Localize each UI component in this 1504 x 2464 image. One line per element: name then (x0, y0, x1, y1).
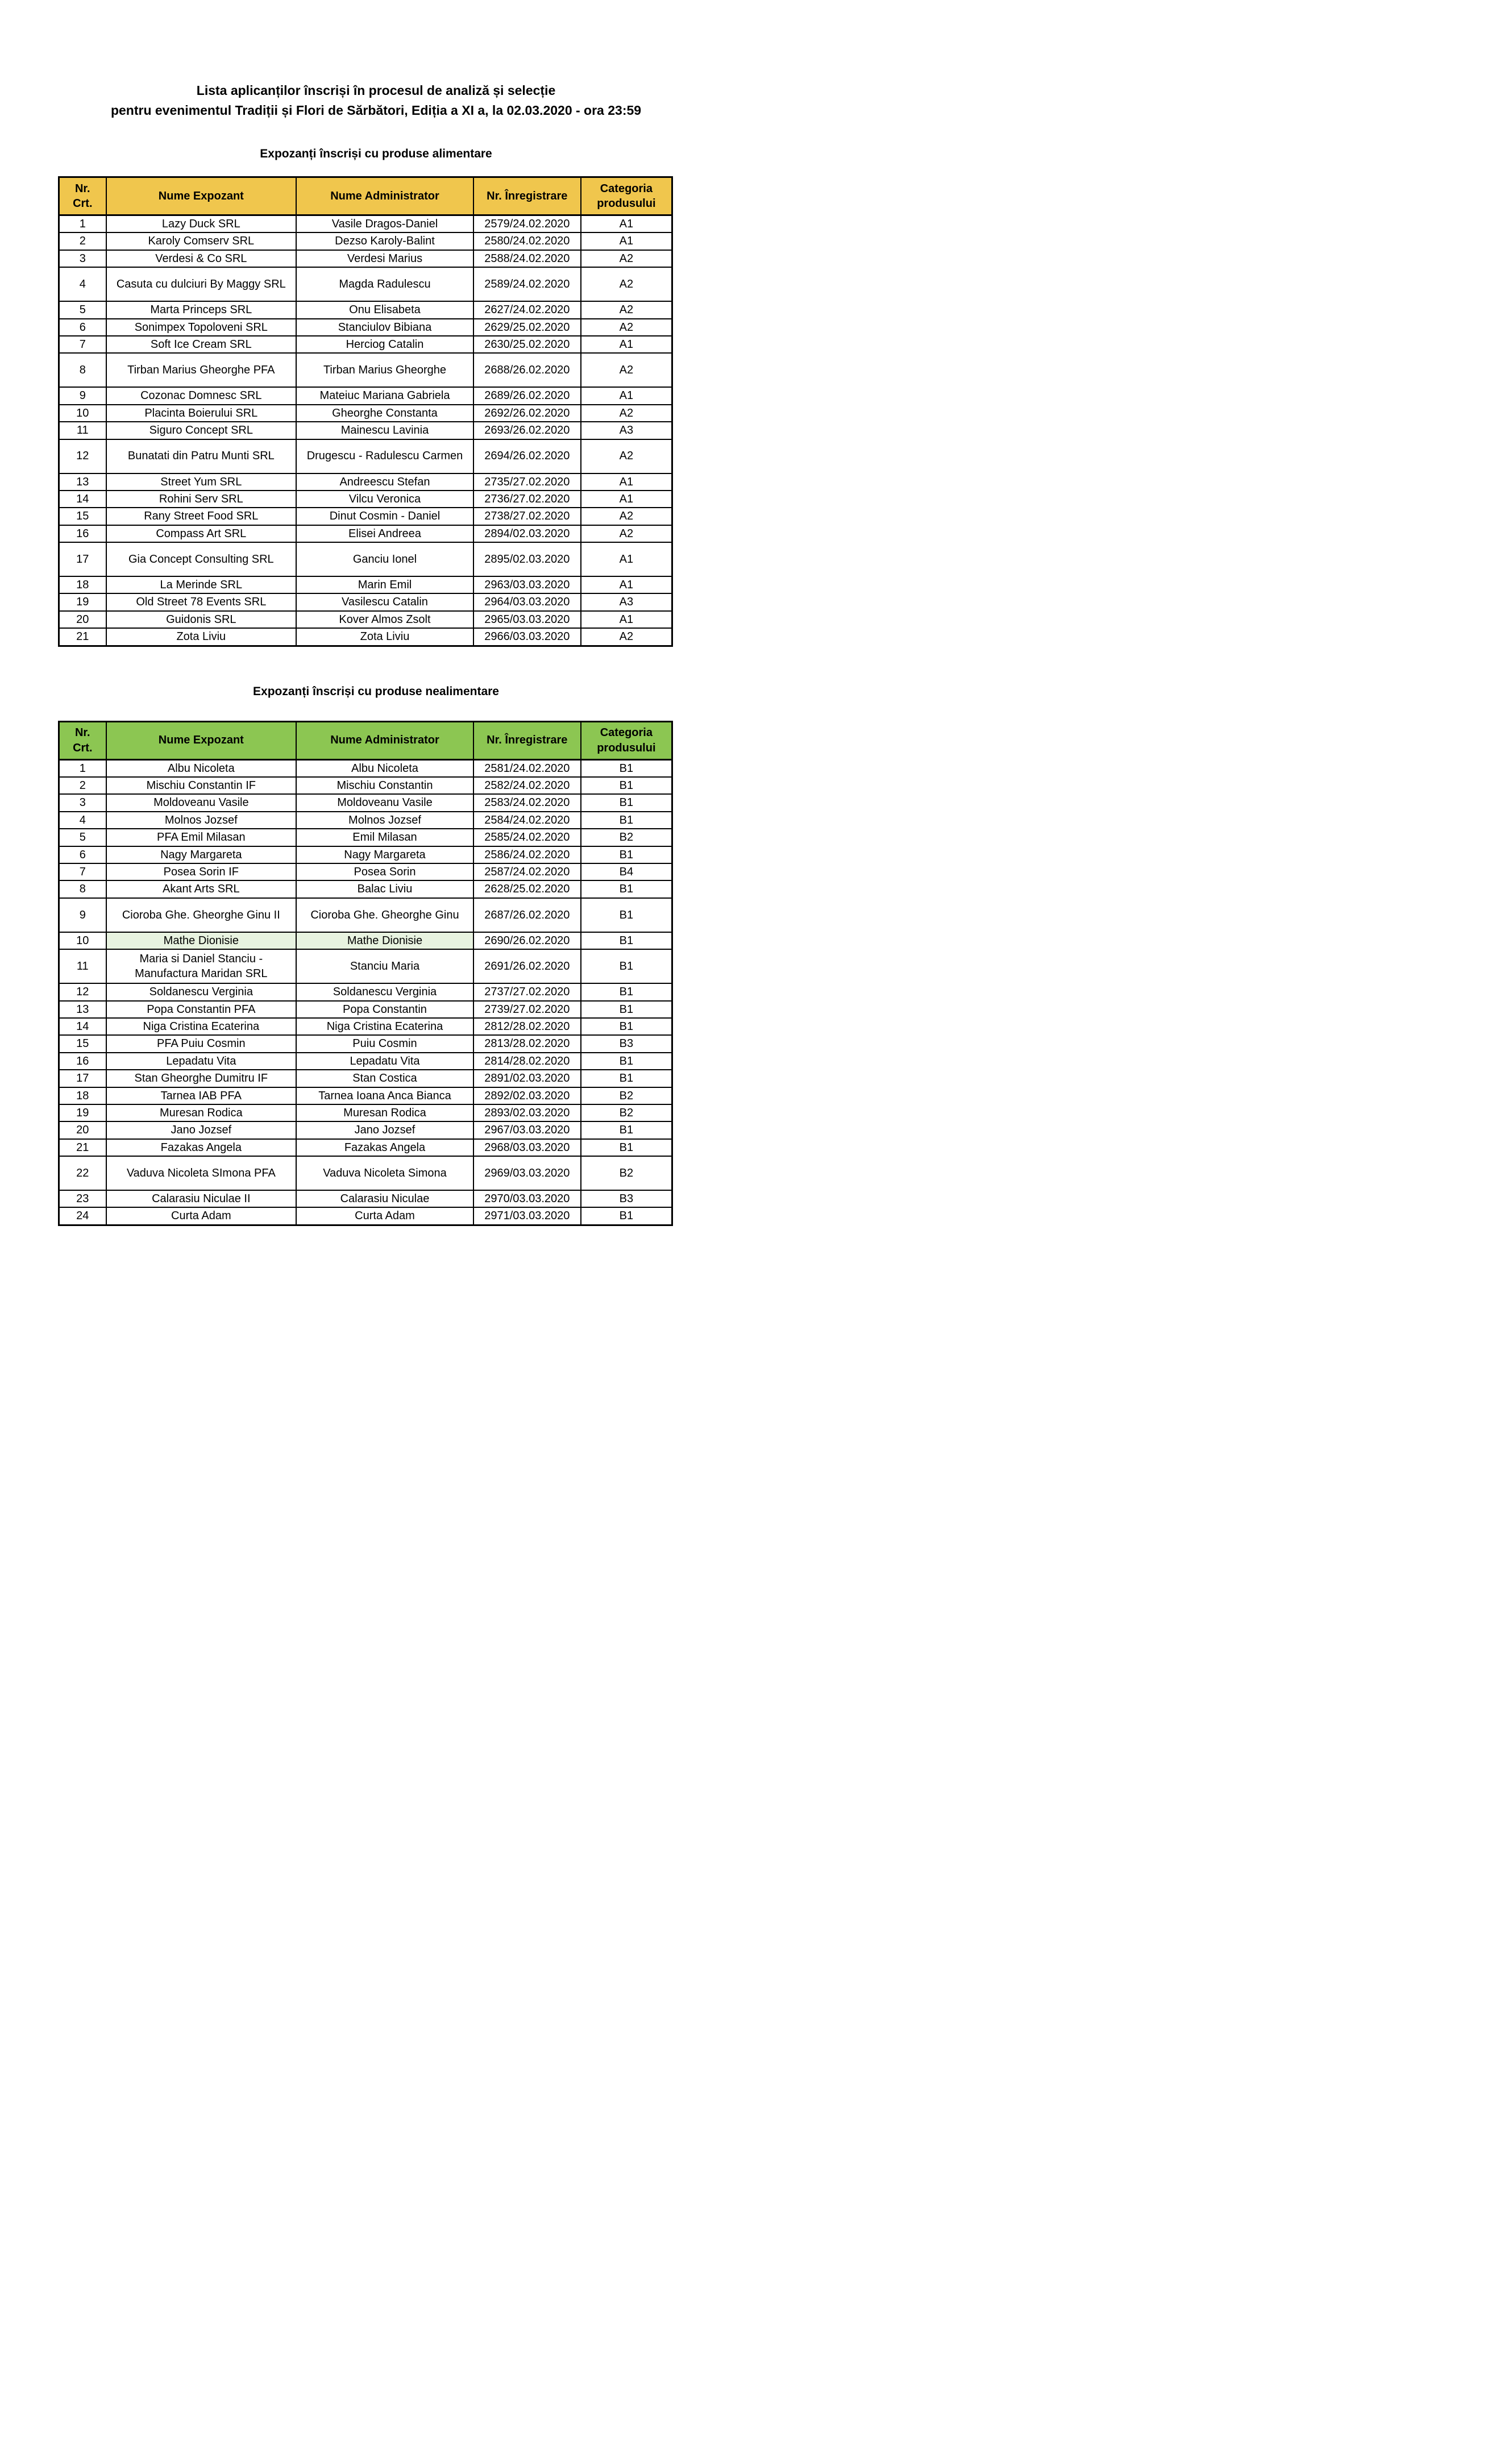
cell-inregistrare: 2579/24.02.2020 (473, 215, 581, 233)
table-row (59, 525, 672, 542)
cell-nr: 17 (59, 1070, 106, 1087)
cell-categoria: A1 (581, 387, 672, 404)
cell-categoria: B1 (581, 898, 672, 932)
table-row (59, 898, 672, 932)
cell-nr: 1 (59, 759, 106, 777)
cell-administrator: Fazakas Angela (296, 1139, 473, 1156)
cell-administrator: Curta Adam (296, 1207, 473, 1225)
table-row (59, 1121, 672, 1138)
cell-nr: 5 (59, 829, 106, 846)
cell-categoria: B1 (581, 794, 672, 811)
cell-administrator: Soldanescu Verginia (296, 983, 473, 1000)
cell-expozant: Calarasiu Niculae II (106, 1190, 296, 1207)
col-header-categoria: Categoria produsului (581, 177, 672, 215)
cell-administrator: Marin Emil (296, 576, 473, 593)
cell-administrator: Molnos Jozsef (296, 812, 473, 829)
cell-nr: 10 (59, 405, 106, 422)
cell-categoria: A2 (581, 319, 672, 336)
title-line-2: pentru evenimentul Tradiții și Flori de Sărbători, Ediția a XI a, la 02.03.2020 - ora 23:59 (110, 103, 642, 118)
cell-inregistrare: 2582/24.02.2020 (473, 777, 581, 794)
table-row (59, 215, 672, 233)
cell-expozant: Rany Street Food SRL (106, 508, 296, 525)
table-row (59, 880, 672, 897)
cell-expozant: Gia Concept Consulting SRL (106, 542, 296, 576)
cell-expozant: Casuta cu dulciuri By Maggy SRL (106, 267, 296, 301)
cell-inregistrare: 2580/24.02.2020 (473, 232, 581, 250)
col-header-nr: Nr. Crt. (59, 177, 106, 215)
cell-inregistrare: 2583/24.02.2020 (473, 794, 581, 811)
table-row (59, 405, 672, 422)
section-nonfood (0, 683, 752, 1226)
cell-nr: 9 (59, 898, 106, 932)
cell-expozant: Niga Cristina Ecaterina (106, 1018, 296, 1035)
table-row (59, 422, 672, 439)
table-row (59, 232, 672, 250)
cell-nr: 20 (59, 1121, 106, 1138)
cell-categoria: A3 (581, 422, 672, 439)
cell-inregistrare: 2587/24.02.2020 (473, 863, 581, 880)
cell-categoria: A1 (581, 473, 672, 491)
cell-administrator: Vaduva Nicoleta Simona (296, 1156, 473, 1190)
cell-categoria: B2 (581, 1104, 672, 1121)
cell-inregistrare: 2738/27.02.2020 (473, 508, 581, 525)
applicants-table-nonfood (58, 721, 673, 1226)
table-row (59, 932, 672, 949)
table-row (59, 829, 672, 846)
cell-expozant: PFA Puiu Cosmin (106, 1035, 296, 1052)
cell-categoria: A1 (581, 336, 672, 353)
table-row (59, 983, 672, 1000)
cell-administrator: Mateiuc Mariana Gabriela (296, 387, 473, 404)
cell-administrator: Lepadatu Vita (296, 1053, 473, 1070)
cell-categoria: A1 (581, 232, 672, 250)
col-header-categoria: Categoria produsului (581, 721, 672, 759)
cell-administrator: Popa Constantin (296, 1001, 473, 1018)
cell-expozant: Stan Gheorghe Dumitru IF (106, 1070, 296, 1087)
cell-nr: 14 (59, 491, 106, 508)
table-row (59, 439, 672, 473)
cell-expozant: Soft Ice Cream SRL (106, 336, 296, 353)
cell-administrator: Emil Milasan (296, 829, 473, 846)
cell-categoria: B2 (581, 1156, 672, 1190)
document-page (0, 0, 752, 1277)
table-row (59, 336, 672, 353)
table-row (59, 812, 672, 829)
cell-nr: 8 (59, 880, 106, 897)
cell-inregistrare: 2895/02.03.2020 (473, 542, 581, 576)
table-row (59, 949, 672, 983)
cell-nr: 11 (59, 422, 106, 439)
cell-administrator: Onu Elisabeta (296, 301, 473, 318)
cell-nr: 21 (59, 628, 106, 646)
table-row (59, 777, 672, 794)
cell-categoria: A1 (581, 491, 672, 508)
cell-expozant: Nagy Margareta (106, 846, 296, 863)
cell-categoria: B1 (581, 1121, 672, 1138)
cell-categoria: B1 (581, 1001, 672, 1018)
cell-inregistrare: 2581/24.02.2020 (473, 759, 581, 777)
cell-nr: 10 (59, 932, 106, 949)
cell-inregistrare: 2628/25.02.2020 (473, 880, 581, 897)
cell-administrator: Tarnea Ioana Anca Bianca (296, 1087, 473, 1104)
cell-administrator: Posea Sorin (296, 863, 473, 880)
cell-categoria: A1 (581, 576, 672, 593)
cell-administrator: Dezso Karoly-Balint (296, 232, 473, 250)
cell-inregistrare: 2966/03.03.2020 (473, 628, 581, 646)
cell-nr: 17 (59, 542, 106, 576)
cell-inregistrare: 2687/26.02.2020 (473, 898, 581, 932)
cell-expozant: Maria si Daniel Stanciu - Manufactura Maridan SRL (106, 949, 296, 983)
cell-inregistrare: 2814/28.02.2020 (473, 1053, 581, 1070)
cell-nr: 3 (59, 794, 106, 811)
cell-administrator: Ganciu Ionel (296, 542, 473, 576)
cell-expozant: Fazakas Angela (106, 1139, 296, 1156)
cell-administrator: Andreescu Stefan (296, 473, 473, 491)
cell-administrator: Muresan Rodica (296, 1104, 473, 1121)
cell-expozant: Verdesi & Co SRL (106, 250, 296, 267)
cell-inregistrare: 2892/02.03.2020 (473, 1087, 581, 1104)
col-header-expozant: Nume Expozant (106, 177, 296, 215)
table-row (59, 1018, 672, 1035)
cell-nr: 22 (59, 1156, 106, 1190)
table-row (59, 846, 672, 863)
col-header-expozant: Nume Expozant (106, 721, 296, 759)
col-header-administrator: Nume Administrator (296, 721, 473, 759)
cell-nr: 7 (59, 336, 106, 353)
cell-nr: 4 (59, 812, 106, 829)
cell-nr: 20 (59, 611, 106, 628)
cell-expozant: Marta Princeps SRL (106, 301, 296, 318)
cell-administrator: Stan Costica (296, 1070, 473, 1087)
table-row (59, 542, 672, 576)
cell-expozant: Lazy Duck SRL (106, 215, 296, 233)
cell-categoria: B1 (581, 949, 672, 983)
cell-categoria: B1 (581, 880, 672, 897)
cell-inregistrare: 2967/03.03.2020 (473, 1121, 581, 1138)
cell-expozant: Bunatati din Patru Munti SRL (106, 439, 296, 473)
cell-categoria: B3 (581, 1190, 672, 1207)
cell-categoria: A2 (581, 267, 672, 301)
cell-expozant: Compass Art SRL (106, 525, 296, 542)
cell-categoria: B2 (581, 1087, 672, 1104)
cell-administrator: Cioroba Ghe. Gheorghe Ginu (296, 898, 473, 932)
cell-inregistrare: 2689/26.02.2020 (473, 387, 581, 404)
cell-administrator: Gheorghe Constanta (296, 405, 473, 422)
cell-categoria: B1 (581, 1053, 672, 1070)
table-row (59, 319, 672, 336)
cell-expozant: Curta Adam (106, 1207, 296, 1225)
cell-expozant: Rohini Serv SRL (106, 491, 296, 508)
cell-nr: 24 (59, 1207, 106, 1225)
cell-expozant: Siguro Concept SRL (106, 422, 296, 439)
col-header-nr: Nr. Crt. (59, 721, 106, 759)
cell-nr: 19 (59, 1104, 106, 1121)
cell-expozant: Tirban Marius Gheorghe PFA (106, 353, 296, 387)
section-food (0, 146, 752, 647)
cell-inregistrare: 2736/27.02.2020 (473, 491, 581, 508)
cell-expozant: Posea Sorin IF (106, 863, 296, 880)
cell-expozant: Popa Constantin PFA (106, 1001, 296, 1018)
cell-nr: 18 (59, 576, 106, 593)
table-row (59, 1035, 672, 1052)
cell-expozant: Sonimpex Topoloveni SRL (106, 319, 296, 336)
table-row (59, 491, 672, 508)
cell-inregistrare: 2894/02.03.2020 (473, 525, 581, 542)
cell-expozant: PFA Emil Milasan (106, 829, 296, 846)
table-row (59, 267, 672, 301)
cell-expozant: Karoly Comserv SRL (106, 232, 296, 250)
cell-inregistrare: 2969/03.03.2020 (473, 1156, 581, 1190)
cell-expozant: Molnos Jozsef (106, 812, 296, 829)
cell-expozant: Lepadatu Vita (106, 1053, 296, 1070)
cell-administrator: Kover Almos Zsolt (296, 611, 473, 628)
cell-inregistrare: 2813/28.02.2020 (473, 1035, 581, 1052)
cell-nr: 2 (59, 777, 106, 794)
table-row (59, 863, 672, 880)
table-row (59, 1104, 672, 1121)
table-row (59, 611, 672, 628)
cell-categoria: B1 (581, 777, 672, 794)
col-header-inregistrare: Nr. Înregistrare (473, 721, 581, 759)
cell-inregistrare: 2971/03.03.2020 (473, 1207, 581, 1225)
cell-inregistrare: 2692/26.02.2020 (473, 405, 581, 422)
cell-categoria: B2 (581, 829, 672, 846)
cell-nr: 9 (59, 387, 106, 404)
applicants-table-food (58, 176, 673, 647)
cell-inregistrare: 2737/27.02.2020 (473, 983, 581, 1000)
sections-container (0, 146, 752, 1226)
cell-administrator: Zota Liviu (296, 628, 473, 646)
cell-categoria: A1 (581, 215, 672, 233)
cell-expozant: Cioroba Ghe. Gheorghe Ginu II (106, 898, 296, 932)
table-row (59, 387, 672, 404)
cell-nr: 11 (59, 949, 106, 983)
table-row (59, 1001, 672, 1018)
cell-nr: 23 (59, 1190, 106, 1207)
cell-expozant: Mathe Dionisie (106, 932, 296, 949)
cell-categoria: A2 (581, 301, 672, 318)
cell-expozant: Moldoveanu Vasile (106, 794, 296, 811)
cell-categoria: B1 (581, 1018, 672, 1035)
cell-expozant: Albu Nicoleta (106, 759, 296, 777)
cell-categoria: A1 (581, 611, 672, 628)
col-header-administrator: Nume Administrator (296, 177, 473, 215)
cell-expozant: Jano Jozsef (106, 1121, 296, 1138)
cell-inregistrare: 2965/03.03.2020 (473, 611, 581, 628)
table-row (59, 759, 672, 777)
cell-administrator: Jano Jozsef (296, 1121, 473, 1138)
col-header-inregistrare: Nr. Înregistrare (473, 177, 581, 215)
cell-categoria: B1 (581, 1070, 672, 1087)
cell-inregistrare: 2735/27.02.2020 (473, 473, 581, 491)
cell-inregistrare: 2690/26.02.2020 (473, 932, 581, 949)
cell-administrator: Stanciu Maria (296, 949, 473, 983)
cell-administrator: Nagy Margareta (296, 846, 473, 863)
cell-administrator: Drugescu - Radulescu Carmen (296, 439, 473, 473)
cell-inregistrare: 2891/02.03.2020 (473, 1070, 581, 1087)
cell-nr: 15 (59, 1035, 106, 1052)
cell-inregistrare: 2970/03.03.2020 (473, 1190, 581, 1207)
cell-nr: 1 (59, 215, 106, 233)
cell-nr: 12 (59, 439, 106, 473)
cell-administrator: Moldoveanu Vasile (296, 794, 473, 811)
cell-nr: 7 (59, 863, 106, 880)
cell-inregistrare: 2588/24.02.2020 (473, 250, 581, 267)
cell-categoria: B1 (581, 932, 672, 949)
cell-inregistrare: 2694/26.02.2020 (473, 439, 581, 473)
cell-administrator: Calarasiu Niculae (296, 1190, 473, 1207)
cell-expozant: Old Street 78 Events SRL (106, 593, 296, 610)
cell-expozant: Zota Liviu (106, 628, 296, 646)
cell-administrator: Albu Nicoleta (296, 759, 473, 777)
cell-inregistrare: 2630/25.02.2020 (473, 336, 581, 353)
title-line-1: Lista aplicanților înscriși în procesul de analiză și selecție (196, 83, 556, 98)
cell-nr: 16 (59, 525, 106, 542)
cell-categoria: B1 (581, 812, 672, 829)
cell-categoria: B4 (581, 863, 672, 880)
table-row (59, 250, 672, 267)
section-heading-nonfood: Expozanți înscriși cu produse nealimentare (253, 684, 499, 698)
table-row (59, 508, 672, 525)
cell-inregistrare: 2893/02.03.2020 (473, 1104, 581, 1121)
cell-inregistrare: 2739/27.02.2020 (473, 1001, 581, 1018)
cell-expozant: Akant Arts SRL (106, 880, 296, 897)
cell-expozant: Soldanescu Verginia (106, 983, 296, 1000)
cell-categoria: B1 (581, 1139, 672, 1156)
cell-nr: 19 (59, 593, 106, 610)
cell-inregistrare: 2627/24.02.2020 (473, 301, 581, 318)
cell-expozant: Street Yum SRL (106, 473, 296, 491)
cell-inregistrare: 2968/03.03.2020 (473, 1139, 581, 1156)
cell-administrator: Verdesi Marius (296, 250, 473, 267)
cell-administrator: Stanciulov Bibiana (296, 319, 473, 336)
cell-administrator: Balac Liviu (296, 880, 473, 897)
cell-categoria: B1 (581, 983, 672, 1000)
cell-expozant: Guidonis SRL (106, 611, 296, 628)
cell-nr: 5 (59, 301, 106, 318)
cell-administrator: Dinut Cosmin - Daniel (296, 508, 473, 525)
cell-categoria: A1 (581, 542, 672, 576)
cell-administrator: Elisei Andreea (296, 525, 473, 542)
header-row (59, 721, 672, 759)
cell-expozant: Cozonac Domnesc SRL (106, 387, 296, 404)
cell-categoria: A2 (581, 525, 672, 542)
cell-nr: 13 (59, 473, 106, 491)
cell-administrator: Magda Radulescu (296, 267, 473, 301)
table-row (59, 794, 672, 811)
cell-nr: 16 (59, 1053, 106, 1070)
cell-administrator: Mathe Dionisie (296, 932, 473, 949)
cell-categoria: A2 (581, 628, 672, 646)
document-title (0, 0, 752, 121)
table-row (59, 628, 672, 646)
cell-expozant: Tarnea IAB PFA (106, 1087, 296, 1104)
cell-categoria: B1 (581, 759, 672, 777)
table-row (59, 1139, 672, 1156)
cell-administrator: Vasilescu Catalin (296, 593, 473, 610)
cell-inregistrare: 2629/25.02.2020 (473, 319, 581, 336)
table-row (59, 473, 672, 491)
table-row (59, 353, 672, 387)
cell-categoria: A2 (581, 508, 672, 525)
cell-inregistrare: 2693/26.02.2020 (473, 422, 581, 439)
cell-expozant: Vaduva Nicoleta SImona PFA (106, 1156, 296, 1190)
cell-categoria: B3 (581, 1035, 672, 1052)
cell-administrator: Vasile Dragos-Daniel (296, 215, 473, 233)
cell-nr: 15 (59, 508, 106, 525)
cell-nr: 18 (59, 1087, 106, 1104)
header-row (59, 177, 672, 215)
cell-categoria: A2 (581, 250, 672, 267)
cell-nr: 12 (59, 983, 106, 1000)
cell-inregistrare: 2963/03.03.2020 (473, 576, 581, 593)
cell-categoria: B1 (581, 1207, 672, 1225)
cell-administrator: Mainescu Lavinia (296, 422, 473, 439)
cell-expozant: La Merinde SRL (106, 576, 296, 593)
table-row (59, 1190, 672, 1207)
cell-categoria: A3 (581, 593, 672, 610)
cell-administrator: Mischiu Constantin (296, 777, 473, 794)
cell-expozant: Muresan Rodica (106, 1104, 296, 1121)
section-heading-food: Expozanți înscriși cu produse alimentare (260, 147, 492, 160)
cell-inregistrare: 2688/26.02.2020 (473, 353, 581, 387)
cell-inregistrare: 2586/24.02.2020 (473, 846, 581, 863)
cell-expozant: Mischiu Constantin IF (106, 777, 296, 794)
cell-categoria: B1 (581, 846, 672, 863)
cell-nr: 21 (59, 1139, 106, 1156)
cell-inregistrare: 2964/03.03.2020 (473, 593, 581, 610)
table-row (59, 1087, 672, 1104)
cell-administrator: Puiu Cosmin (296, 1035, 473, 1052)
cell-nr: 6 (59, 319, 106, 336)
cell-administrator: Niga Cristina Ecaterina (296, 1018, 473, 1035)
cell-inregistrare: 2691/26.02.2020 (473, 949, 581, 983)
table-row (59, 1053, 672, 1070)
cell-nr: 3 (59, 250, 106, 267)
cell-expozant: Placinta Boierului SRL (106, 405, 296, 422)
table-row (59, 576, 672, 593)
cell-nr: 14 (59, 1018, 106, 1035)
table-row (59, 1207, 672, 1225)
cell-categoria: A2 (581, 353, 672, 387)
table-row (59, 593, 672, 610)
cell-inregistrare: 2584/24.02.2020 (473, 812, 581, 829)
cell-nr: 8 (59, 353, 106, 387)
cell-administrator: Tirban Marius Gheorghe (296, 353, 473, 387)
cell-nr: 2 (59, 232, 106, 250)
cell-inregistrare: 2812/28.02.2020 (473, 1018, 581, 1035)
cell-administrator: Herciog Catalin (296, 336, 473, 353)
cell-inregistrare: 2585/24.02.2020 (473, 829, 581, 846)
cell-categoria: A2 (581, 405, 672, 422)
cell-categoria: A2 (581, 439, 672, 473)
cell-administrator: Vilcu Veronica (296, 491, 473, 508)
cell-nr: 4 (59, 267, 106, 301)
cell-inregistrare: 2589/24.02.2020 (473, 267, 581, 301)
table-row (59, 1156, 672, 1190)
table-row (59, 1070, 672, 1087)
cell-nr: 13 (59, 1001, 106, 1018)
cell-nr: 6 (59, 846, 106, 863)
table-row (59, 301, 672, 318)
